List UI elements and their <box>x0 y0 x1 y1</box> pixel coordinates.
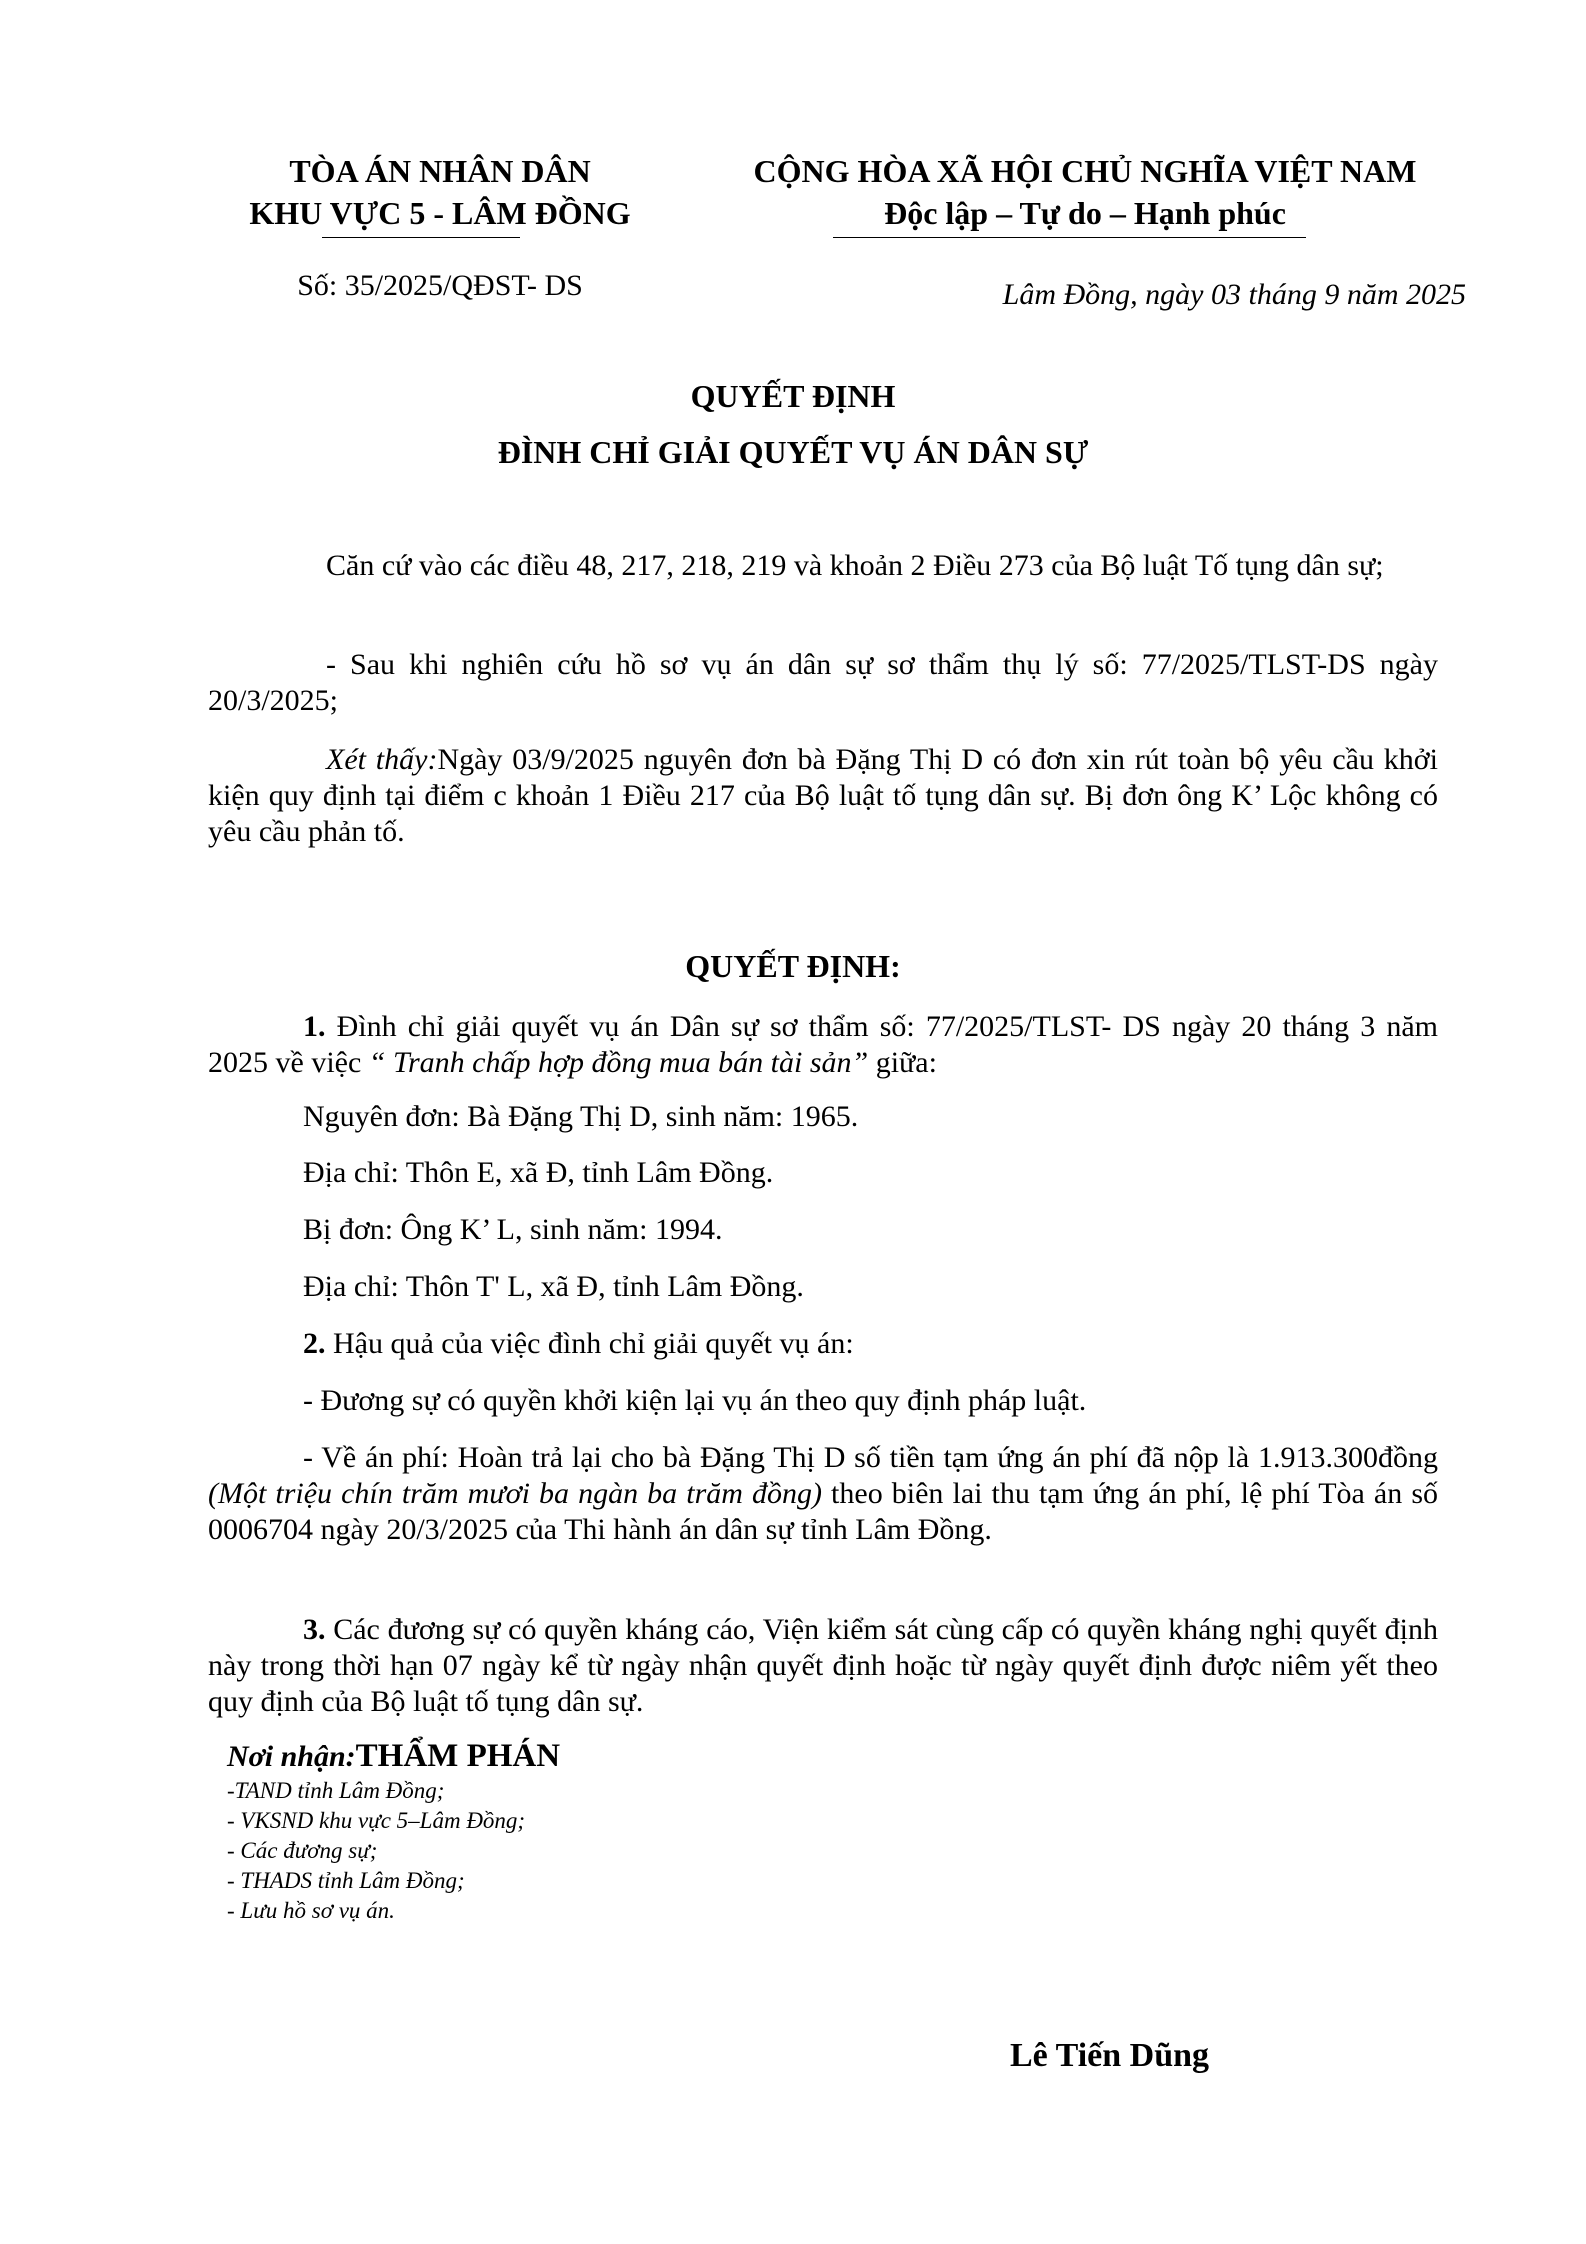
plaintiff-address: Địa chỉ: Thôn E, xã Đ, tỉnh Lâm Đồng. <box>303 1156 774 1189</box>
defendant: Bị đơn: Ông K’ L, sinh năm: 1994. <box>303 1213 723 1246</box>
recipient-item: -TAND tỉnh Lâm Đồng; <box>227 1778 445 1803</box>
consideration-label: Xét thấy: <box>326 743 438 776</box>
legal-basis: Căn cứ vào các điều 48, 217, 218, 219 và khoản 2 Điều 273 của Bộ luật Tố tụng dân sự; <box>326 549 1384 582</box>
national-heading <box>700 150 1470 234</box>
document-number: Số: 35/2025/QĐST- DS <box>297 269 583 302</box>
court-fee-refund: - Về án phí: Hoàn trả lại cho bà Đặng Thị D số tiền tạm ứng án phí đã nộp là 1.913.300đồng (Một triệu chín trăm mươi ba ngàn ba trăm đồng) theo biên lai thu tạm ứng án phí, lệ phí Tòa án số 0006704 ngày 20/3/2025 của Thi hành án dân sự tỉnh Lâm Đồng. <box>208 1441 1438 1546</box>
motto-divider <box>833 237 1306 238</box>
right-to-resue: - Đương sự có quyền khởi kiện lại vụ án theo quy định pháp luật. <box>303 1384 1087 1417</box>
defendant-address: Địa chỉ: Thôn T' L, xã Đ, tỉnh Lâm Đồng. <box>303 1270 804 1303</box>
plaintiff: Nguyên đơn: Bà Đặng Thị D, sinh năm: 1965. <box>303 1100 859 1133</box>
national-motto: Độc lập – Tự do – Hạnh phúc <box>884 195 1286 231</box>
amount-in-words: (Một triệu chín trăm mươi ba ngàn ba trăm đồng) <box>208 1477 822 1510</box>
court-divider <box>322 237 520 238</box>
judge-title: THẨM PHÁN <box>355 1738 561 1774</box>
document-title: QUYẾT ĐỊNH <box>690 378 896 414</box>
case-research: - Sau khi nghiên cứu hồ sơ vụ án dân sự sơ thẩm thụ lý số: 77/2025/TLST-DS ngày 20/3/2025; <box>208 648 1438 717</box>
recipient-item: - VKSND khu vực 5–Lâm Đồng; <box>227 1808 526 1833</box>
decision-item-1: 1. Đình chỉ giải quyết vụ án Dân sự sơ thẩm số: 77/2025/TLST- DS ngày 20 tháng 3 năm 2025 về việc “ Tranh chấp hợp đồng mua bán tài sản” giữa: <box>208 1010 1438 1079</box>
recipients-header <box>227 1738 560 1775</box>
recipients-label: Nơi nhận: <box>227 1740 356 1773</box>
decision-heading: QUYẾT ĐỊNH: <box>685 948 901 984</box>
court-name-line2: KHU VỰC 5 - LÂM ĐỒNG <box>249 195 631 231</box>
document-subtitle: ĐÌNH CHỈ GIẢI QUYẾT VỤ ÁN DÂN SỰ <box>497 434 1089 470</box>
recipient-item: - Lưu hồ sơ vụ án. <box>227 1898 395 1923</box>
consideration-text: Ngày 03/9/2025 nguyên đơn bà Đặng Thị D có đơn xin rút toàn bộ yêu cầu khởi kiện quy định tại điểm c khoản 1 Điều 217 của Bộ luật tố tụng dân sự. Bị đơn ông K’ Lộc không có yêu cầu phản tố. <box>208 743 1438 848</box>
recipients-list <box>227 1776 525 1926</box>
consideration <box>208 742 1438 850</box>
court-name <box>200 150 680 234</box>
recipient-item: - Các đương sự; <box>227 1838 378 1863</box>
decision-item-2: 2. Hậu quả của việc đình chỉ giải quyết vụ án: <box>303 1327 854 1360</box>
place-date: Lâm Đồng, ngày 03 tháng 9 năm 2025 <box>1002 278 1466 311</box>
decision-item-3: 3. Các đương sự có quyền kháng cáo, Viện kiểm sát cùng cấp có quyền kháng nghị quyết định này trong thời hạn 07 ngày kể từ ngày nhận quyết định hoặc từ ngày quyết định được niêm yết theo quy định của Bộ luật tố tụng dân sự. <box>208 1613 1438 1718</box>
recipient-item: - THADS tỉnh Lâm Đồng; <box>227 1868 465 1893</box>
court-name-line1: TÒA ÁN NHÂN DÂN <box>289 153 591 189</box>
case-name: “ Tranh chấp hợp đồng mua bán tài sản” <box>368 1046 869 1079</box>
nation-name: CỘNG HÒA XÃ HỘI CHỦ NGHĨA VIỆT NAM <box>753 153 1417 189</box>
signer-name: Lê Tiến Dũng <box>1010 2037 1210 2074</box>
